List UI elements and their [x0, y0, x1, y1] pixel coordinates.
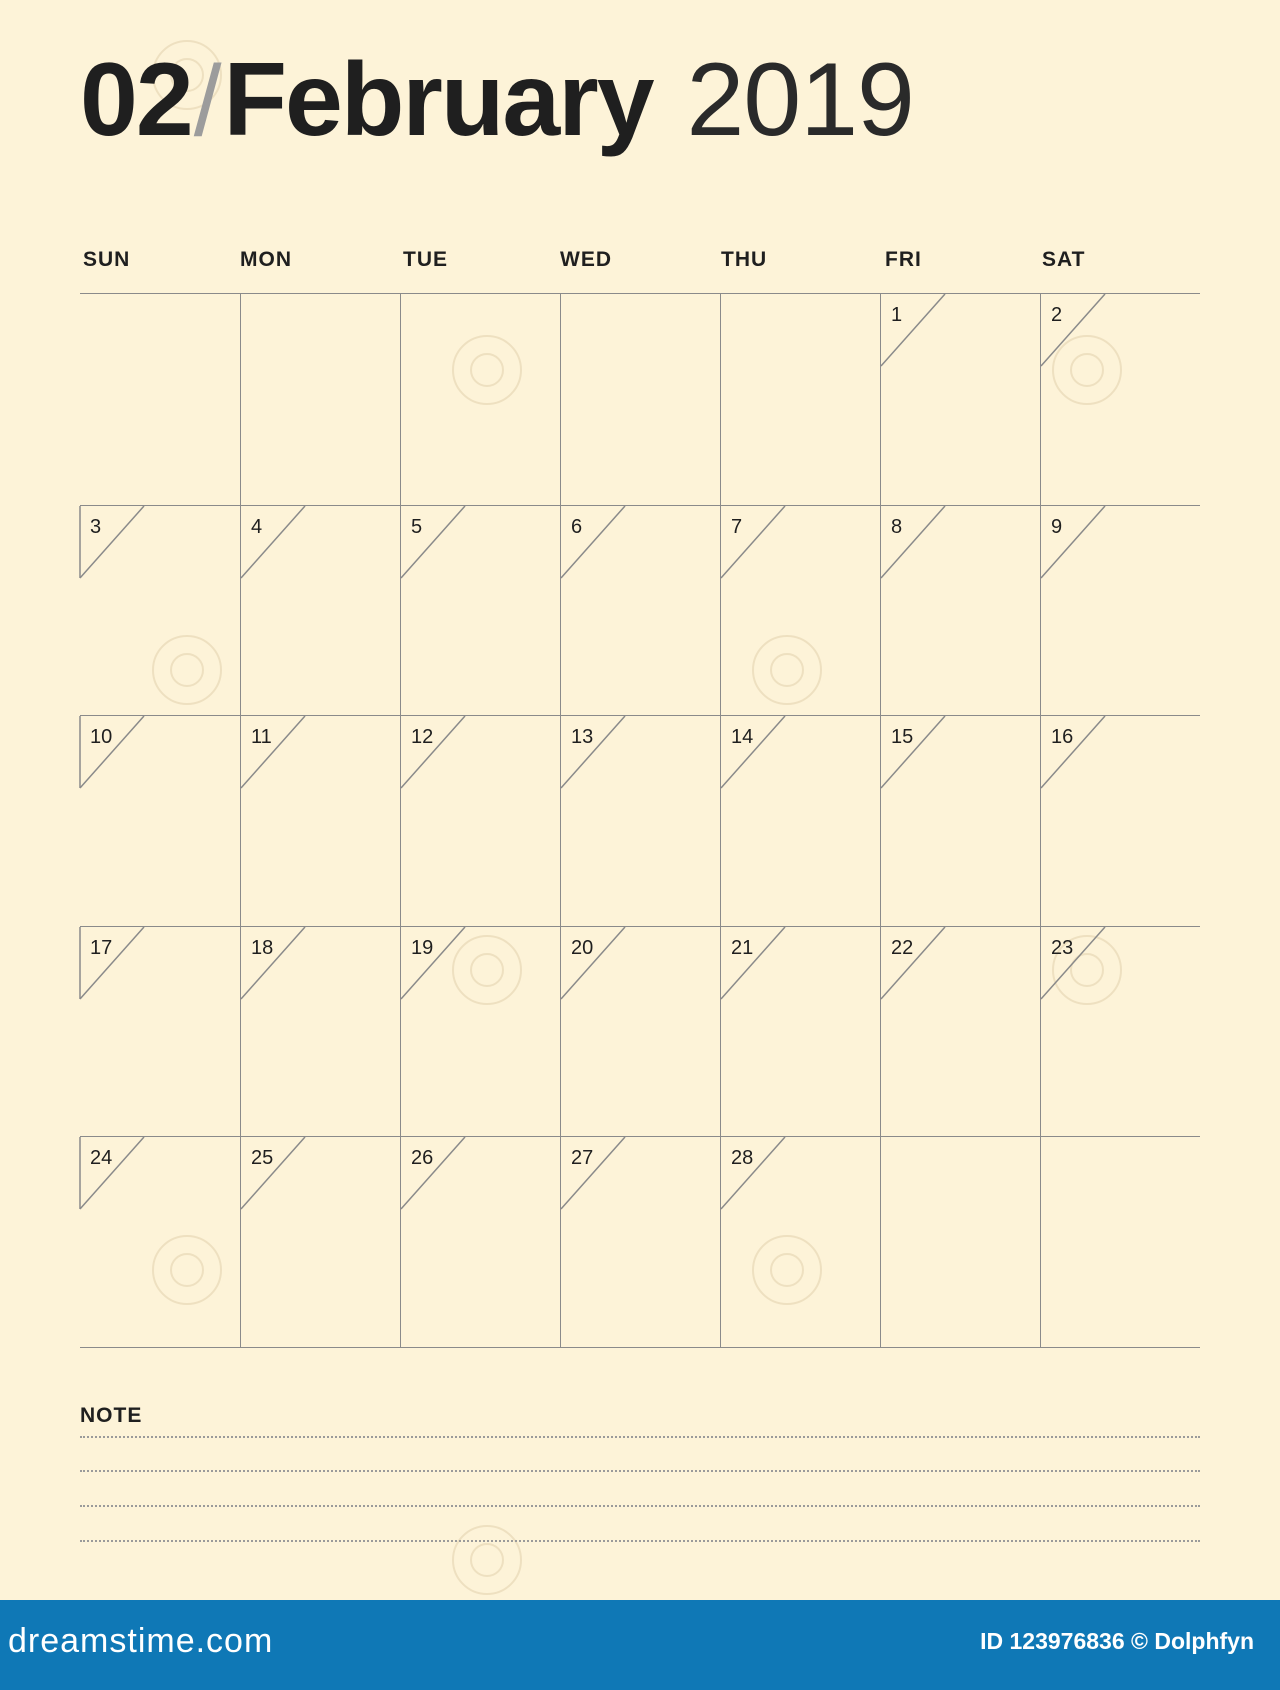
day-cell[interactable]: [560, 1136, 720, 1347]
date-number: 21: [731, 936, 754, 959]
date-number: 15: [891, 726, 914, 749]
day-cell[interactable]: [80, 505, 240, 716]
weekday-label: MON: [240, 248, 292, 271]
year: 2019: [686, 42, 914, 158]
date-number: 4: [251, 515, 263, 538]
date-number: 17: [90, 936, 113, 959]
date-number: 2: [1051, 304, 1063, 326]
day-cell[interactable]: [880, 926, 1040, 1137]
month-number: 02: [80, 42, 192, 158]
day-cell[interactable]: [400, 294, 560, 505]
day-cell[interactable]: [880, 294, 1040, 505]
image-credit: ID 123976836 © Dolphfyn: [980, 1628, 1254, 1654]
footer-bar: [0, 1600, 1280, 1690]
date-number: 19: [411, 936, 434, 959]
date-number: 23: [1051, 936, 1074, 959]
date-number: 8: [891, 515, 903, 538]
date-number: 28: [731, 1147, 754, 1170]
brand-logo: dreamstime.com: [8, 1622, 274, 1660]
date-number: 7: [731, 515, 743, 538]
month-name: February: [223, 42, 653, 158]
day-cell[interactable]: [1040, 715, 1200, 926]
date-number: 6: [571, 515, 583, 538]
date-number: 20: [571, 936, 594, 959]
date-number: 1: [891, 304, 903, 326]
day-cell[interactable]: [400, 715, 560, 926]
day-cell[interactable]: [720, 926, 880, 1137]
day-cell[interactable]: [880, 715, 1040, 926]
weekday-label: WED: [560, 248, 612, 271]
date-number: 25: [251, 1147, 274, 1170]
weekday-label: TUE: [403, 248, 448, 271]
day-cell[interactable]: [720, 294, 880, 505]
title-separator: /: [193, 45, 222, 157]
date-number: 9: [1051, 515, 1063, 538]
note-line[interactable]: [80, 1470, 1200, 1472]
date-number: 26: [411, 1147, 434, 1170]
date-number: 5: [411, 515, 423, 538]
day-cell[interactable]: [880, 505, 1040, 716]
weekday-label: SUN: [83, 248, 131, 271]
date-number: 12: [411, 726, 434, 749]
date-number: 3: [90, 515, 102, 538]
note-line[interactable]: [80, 1540, 1200, 1542]
calendar-header: [80, 42, 914, 178]
day-cell[interactable]: [720, 505, 880, 716]
calendar-grid: [80, 293, 1200, 1348]
day-cell[interactable]: [1040, 505, 1200, 716]
date-number: 11: [251, 726, 272, 749]
day-cell[interactable]: [80, 715, 240, 926]
day-cell[interactable]: [240, 926, 400, 1137]
day-cell[interactable]: [1040, 1136, 1200, 1347]
day-cell[interactable]: [240, 505, 400, 716]
day-cell[interactable]: [560, 926, 720, 1137]
date-number: 24: [90, 1147, 113, 1170]
note-line[interactable]: [80, 1505, 1200, 1507]
day-cell[interactable]: [80, 294, 240, 505]
date-number: 22: [891, 936, 914, 959]
day-cell[interactable]: [400, 1136, 560, 1347]
day-cell[interactable]: [240, 294, 400, 505]
day-cell[interactable]: [560, 505, 720, 716]
date-number: 14: [731, 726, 754, 749]
day-cell[interactable]: [80, 1136, 240, 1347]
date-number: 27: [571, 1147, 594, 1170]
date-number: 18: [251, 936, 274, 959]
day-cell[interactable]: [1040, 294, 1200, 505]
note-label: NOTE: [80, 1404, 143, 1427]
day-cell[interactable]: [240, 715, 400, 926]
day-cell[interactable]: [560, 294, 720, 505]
note-line[interactable]: [80, 1436, 1200, 1438]
date-number: 16: [1051, 726, 1074, 749]
weekday-label: SAT: [1042, 248, 1086, 271]
day-cell[interactable]: [560, 715, 720, 926]
weekday-label: FRI: [885, 248, 922, 271]
day-cell[interactable]: [80, 926, 240, 1137]
watermark-icon: [452, 1525, 522, 1595]
day-cell[interactable]: [240, 1136, 400, 1347]
day-cell[interactable]: [1040, 926, 1200, 1137]
date-number: 13: [571, 726, 594, 749]
day-cell[interactable]: [880, 1136, 1040, 1347]
day-cell[interactable]: [400, 505, 560, 716]
day-cell[interactable]: [720, 715, 880, 926]
date-number: 10: [90, 726, 113, 749]
day-cell[interactable]: [400, 926, 560, 1137]
weekday-label: THU: [721, 248, 768, 271]
day-cell[interactable]: [720, 1136, 880, 1347]
